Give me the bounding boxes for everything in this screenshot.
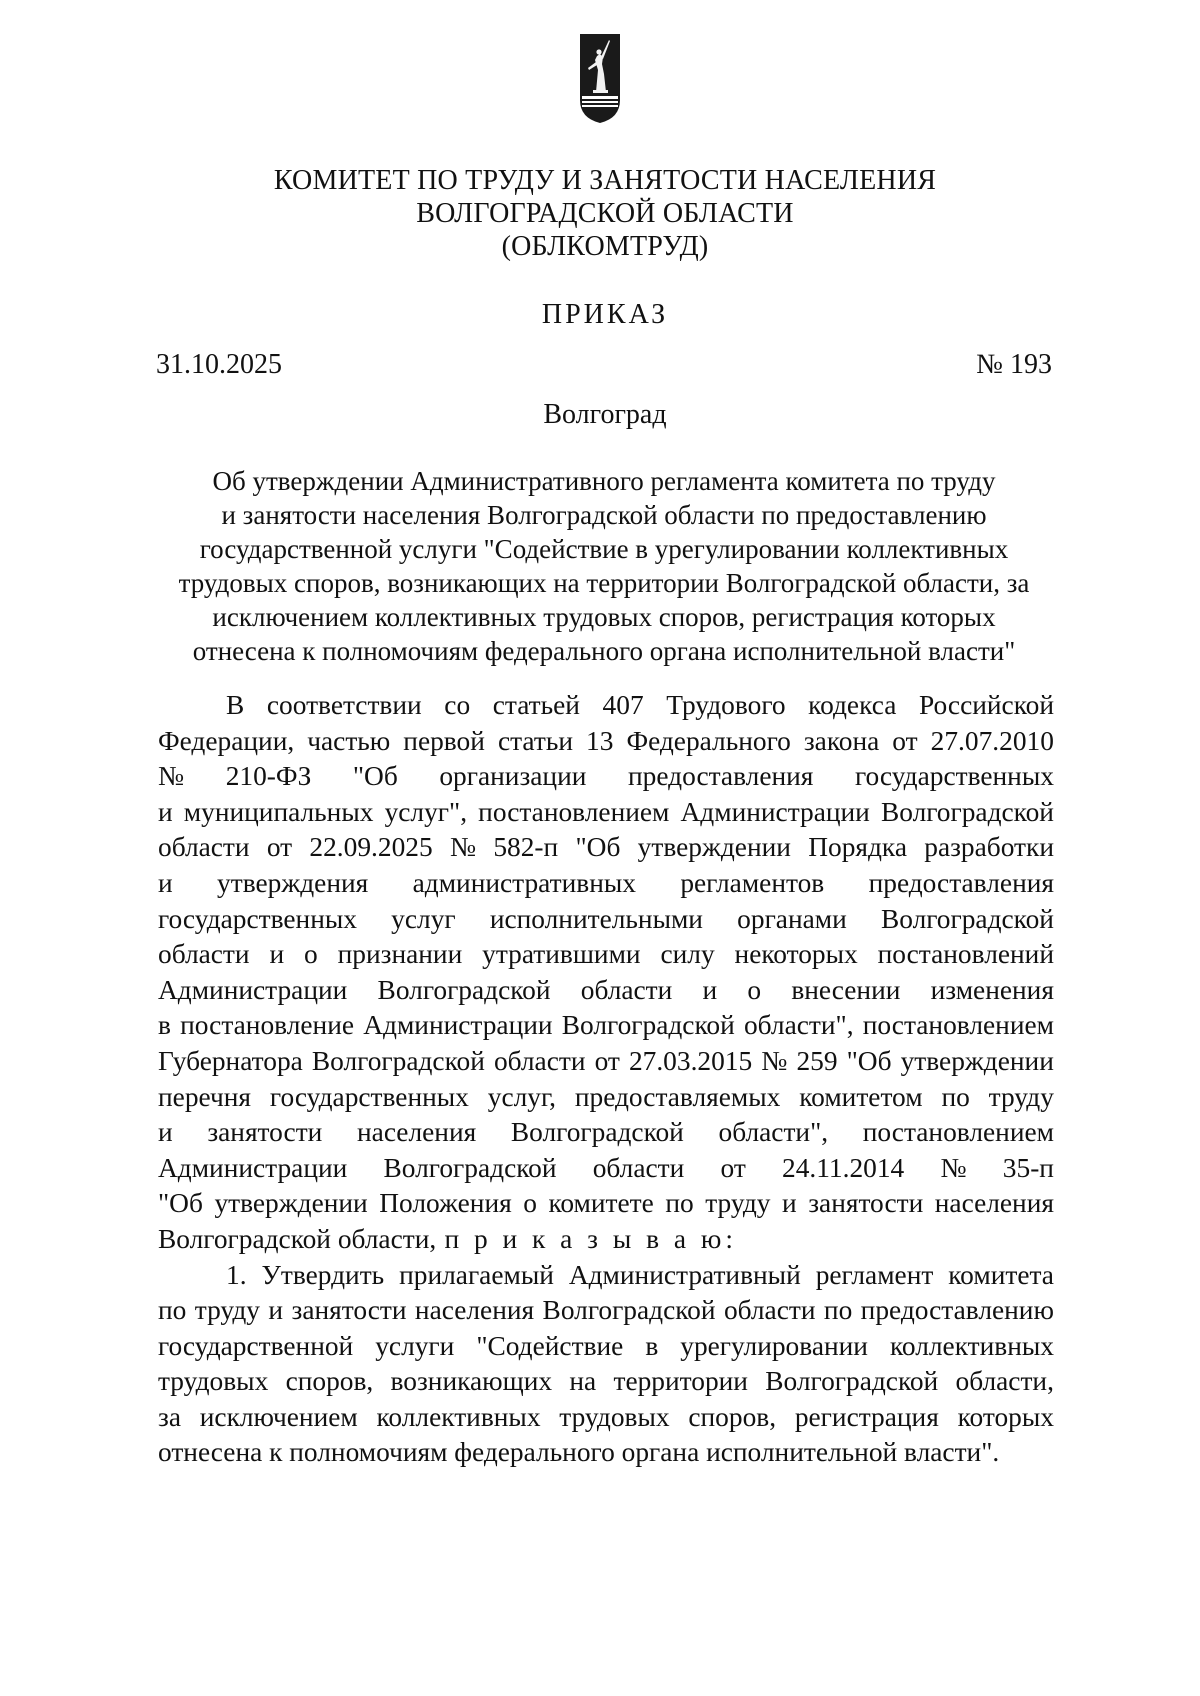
word: 210-ФЗ — [225, 761, 312, 792]
word: труду — [194, 1295, 261, 1326]
word: занятости — [291, 1295, 407, 1326]
word: постановление — [180, 1010, 355, 1041]
document-city: Волгоград — [543, 399, 667, 430]
word: государственных — [158, 903, 357, 934]
word: 13 — [586, 725, 614, 756]
word: по — [823, 1295, 853, 1326]
word: регистрация — [794, 1401, 939, 1432]
word: постановлений — [877, 939, 1054, 970]
subject-line: исключением коллективных трудовых споров, регистрация которых — [212, 602, 996, 632]
word: Административный — [568, 1259, 801, 1290]
word: трудовых — [158, 1366, 269, 1397]
word: исключением — [199, 1401, 358, 1432]
word: статьей — [492, 690, 580, 720]
word: закона — [803, 725, 880, 756]
word: 407 — [602, 690, 644, 720]
word: разработки — [924, 832, 1054, 863]
word: Администрации — [158, 974, 348, 1005]
word: со — [444, 690, 471, 720]
body-line — [158, 973, 1054, 1009]
word: от — [594, 1045, 620, 1076]
word: от — [720, 1152, 746, 1183]
body-line — [158, 1151, 1054, 1187]
body-line — [158, 937, 1054, 973]
word: признании — [337, 939, 463, 970]
word: Утвердить — [261, 1259, 385, 1290]
word: области", — [718, 1117, 829, 1148]
word: области — [592, 1152, 685, 1183]
word: Федерального — [626, 725, 791, 756]
word: по — [665, 1188, 694, 1219]
word: области — [158, 939, 250, 970]
word: "Об — [575, 832, 621, 863]
word: по — [158, 1295, 187, 1326]
word: утверждении — [637, 832, 791, 863]
body-line — [158, 759, 1054, 795]
word: труду — [705, 1188, 771, 1219]
word: споров, — [688, 1401, 777, 1432]
body-line — [158, 1435, 1054, 1471]
word: некоторых — [734, 939, 858, 970]
subject-line: трудовых споров, возникающих на территории Волгоградской области, за — [178, 568, 1030, 598]
word: в — [645, 1330, 659, 1361]
word: Волгоградской — [510, 1117, 684, 1148]
word: утверждения — [217, 867, 369, 898]
organization-header — [160, 164, 1050, 263]
word: силу — [660, 939, 715, 970]
subject-line: и занятости населения Волгоградской области по предоставлению — [221, 500, 987, 530]
word: утверждении — [900, 1045, 1054, 1076]
word: В — [226, 690, 245, 720]
word: постановлением — [862, 1010, 1054, 1041]
order-verb: п р и к а з ы в а ю: — [444, 1223, 737, 1254]
word: предоставления — [628, 761, 814, 792]
word: "Содействие — [476, 1330, 624, 1361]
volgograd-emblem-icon — [576, 30, 624, 126]
body-line — [158, 902, 1054, 938]
word: соответствии — [266, 690, 422, 720]
word: и — [782, 1188, 797, 1219]
word: комитета — [948, 1259, 1054, 1290]
document-body — [158, 688, 1054, 1471]
word: занятости — [808, 1188, 924, 1219]
document-date: 31.10.2025 — [156, 349, 282, 380]
word: и — [269, 939, 285, 970]
word: 582-п — [493, 832, 559, 863]
word: государственных — [269, 1081, 469, 1112]
body-line-text: Волгоградской области, — [158, 1223, 437, 1254]
word: Волгоградской — [377, 974, 551, 1005]
word: административных — [412, 867, 636, 898]
subject-line: отнесена к полномочиям федерального органа исполнительной власти" — [192, 636, 1016, 666]
body-line — [158, 1258, 1054, 1294]
document-subject — [150, 464, 1058, 668]
word: населения — [934, 1188, 1054, 1219]
word: Федерации, — [158, 725, 295, 756]
word: государственной — [158, 1330, 354, 1361]
body-line — [158, 830, 1054, 866]
body-line — [158, 724, 1054, 760]
word: споров, — [285, 1366, 374, 1397]
word: Трудового — [666, 690, 786, 720]
body-line — [158, 1400, 1054, 1436]
word: внесении — [791, 974, 901, 1005]
word: организации — [439, 761, 587, 792]
word: № — [940, 1152, 967, 1183]
subject-line: государственной услуги "Содействие в урегулировании коллективных — [199, 534, 1009, 564]
word: Волгоградской — [765, 1366, 939, 1397]
body-line — [158, 866, 1054, 902]
body-line — [158, 1329, 1054, 1365]
word: и — [158, 796, 173, 827]
word: области — [580, 974, 673, 1005]
body-line — [158, 1186, 1054, 1222]
word: № — [158, 761, 185, 792]
word: трудовых — [559, 1401, 670, 1432]
word: Волгоградской — [880, 796, 1054, 827]
word: частью — [307, 725, 391, 756]
body-line — [158, 1364, 1054, 1400]
word: 35-п — [1002, 1152, 1054, 1183]
word: урегулировании — [680, 1330, 868, 1361]
word: коллективных — [376, 1401, 541, 1432]
word: исполнительными — [489, 903, 703, 934]
document-type-title: ПРИКАЗ — [541, 299, 669, 330]
word: которых — [957, 1401, 1054, 1432]
word: предоставляемых — [574, 1081, 781, 1112]
subject-line: Об утверждении Административного регламента комитета по труду — [212, 466, 996, 496]
word: 24.11.2014 — [782, 1152, 905, 1183]
word: области — [723, 1295, 816, 1326]
word: органами — [737, 903, 847, 934]
word: 27.03.2015 — [628, 1045, 753, 1076]
body-line — [158, 1080, 1054, 1116]
word: области — [158, 832, 250, 863]
body-line — [158, 1008, 1054, 1044]
body-line — [158, 688, 1054, 724]
word: и — [702, 974, 718, 1005]
word: прилагаемый — [399, 1259, 554, 1290]
word: первой — [403, 725, 485, 756]
word: на — [569, 1366, 597, 1397]
word: о — [747, 974, 762, 1005]
word: населения — [414, 1295, 535, 1326]
word: и — [268, 1295, 284, 1326]
word: 27.07.2010 — [930, 725, 1054, 756]
word: в — [158, 1010, 171, 1041]
organization-abbreviation: (ОБЛКОМТРУД) — [501, 231, 709, 262]
word: от — [266, 832, 293, 863]
word: муниципальных — [183, 796, 374, 827]
word: предоставлению — [860, 1295, 1054, 1326]
word: постановлением — [862, 1117, 1054, 1148]
document-number: № 193 — [976, 349, 1052, 380]
word: о — [523, 1188, 537, 1219]
word: по — [941, 1081, 970, 1112]
word: утратившими — [482, 939, 641, 970]
word: 22.09.2025 — [309, 832, 433, 863]
word: предоставления — [868, 867, 1054, 898]
word: о — [304, 939, 318, 970]
word: возникающих — [390, 1366, 553, 1397]
word: занятости — [207, 1117, 323, 1148]
word: Волгоградской — [311, 1045, 485, 1076]
word: Положения — [379, 1188, 512, 1219]
word: услуг", — [384, 796, 468, 827]
word: и — [158, 867, 173, 898]
word: населения — [357, 1117, 477, 1148]
word: труду — [988, 1081, 1054, 1112]
word: Администрации — [158, 1152, 348, 1183]
body-line — [158, 1115, 1054, 1151]
body-line — [158, 1293, 1054, 1329]
organization-name-line-2: ВОЛГОГРАДСКОЙ ОБЛАСТИ — [416, 198, 794, 229]
word: Волгоградской — [383, 1152, 557, 1183]
word: регламент — [815, 1259, 934, 1290]
word: от — [892, 725, 918, 756]
word: Губернатора — [158, 1045, 303, 1076]
body-line — [158, 1044, 1054, 1080]
word: услуги — [375, 1330, 455, 1361]
word: статьи — [497, 725, 573, 756]
word: территории — [613, 1366, 748, 1397]
word: "Об — [352, 761, 398, 792]
word: № — [449, 832, 477, 863]
word: Волгоградской — [561, 1010, 735, 1041]
word: регламентов — [680, 867, 825, 898]
word: и — [158, 1117, 173, 1148]
word: услуг, — [487, 1081, 556, 1112]
word: комитете — [548, 1188, 654, 1219]
word: Волгоградской — [542, 1295, 716, 1326]
word: утверждении — [214, 1188, 368, 1219]
word: государственных — [854, 761, 1054, 792]
word: Волгоградской — [880, 903, 1054, 934]
word: Администрации — [680, 796, 870, 827]
organization-name-line-1: КОМИТЕТ ПО ТРУДУ И ЗАНЯТОСТИ НАСЕЛЕНИЯ — [273, 165, 937, 196]
word: изменения — [930, 974, 1054, 1005]
word: перечня — [158, 1081, 252, 1112]
word: 259 — [796, 1045, 838, 1076]
word: услуг — [391, 903, 456, 934]
word: коллективных — [889, 1330, 1054, 1361]
word: Порядка — [808, 832, 907, 863]
word: "Об — [846, 1045, 892, 1076]
word: "Об — [158, 1188, 203, 1219]
word: области", — [743, 1010, 854, 1041]
word: кодекса — [808, 690, 897, 720]
word: № — [761, 1045, 788, 1076]
word: комитетом — [799, 1081, 923, 1112]
word: 1. — [226, 1259, 247, 1290]
body-line-text: отнесена к полномочиям федерального органа исполнительной власти". — [158, 1437, 1000, 1468]
word: за — [158, 1401, 181, 1432]
word: области, — [955, 1366, 1054, 1397]
word: постановлением — [478, 796, 670, 827]
word: области — [493, 1045, 586, 1076]
word: Российской — [918, 690, 1054, 720]
body-line — [158, 1222, 1054, 1258]
body-line — [158, 795, 1054, 831]
word: Администрации — [363, 1010, 553, 1041]
